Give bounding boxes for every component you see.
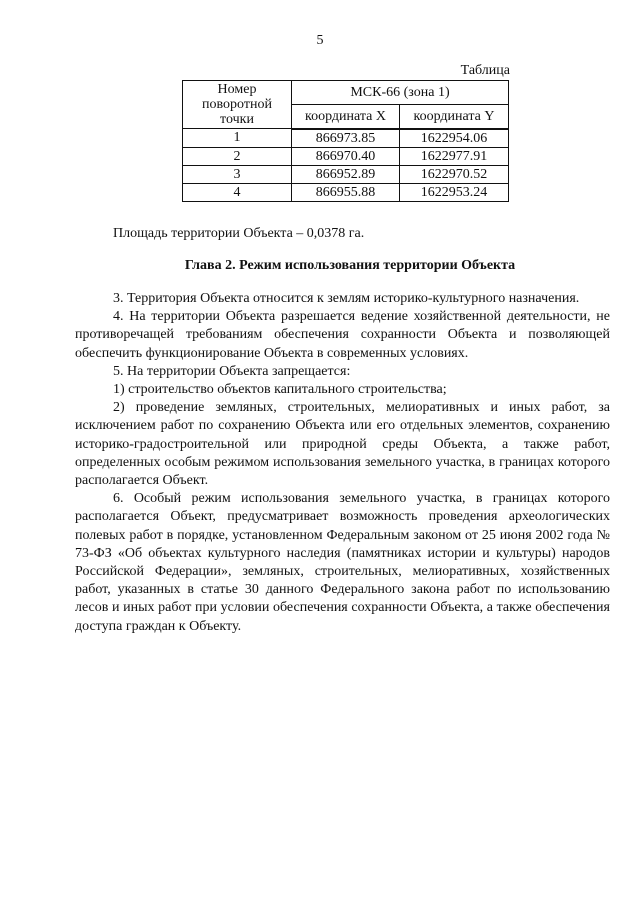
table-row — [183, 129, 509, 148]
area-statement: Площадь территории Объекта – 0,0378 га. — [113, 226, 365, 241]
point-number-cell: 1 — [183, 129, 292, 148]
table-row — [183, 165, 509, 183]
table-row — [183, 183, 509, 201]
page-number: 5 — [316, 33, 324, 48]
chapter-title: Глава 2. Режим использования территории Объекта — [184, 258, 516, 273]
list-item-2: 2) проведение земляных, строительных, мелиоративных и иных работ, за исключением работ по сохранению Объекта или его отдельных элементов, сохранению историко-градостроительной или природной среды Объекта, а также работ, определенных особым режимом использования земельного участка, в границах которого располагается Объект. — [75, 400, 610, 489]
x-coordinate-cell: 866955.88 — [292, 183, 400, 201]
header-coordinate-y: координата Y — [400, 104, 509, 128]
x-coordinate-cell: 866973.85 — [292, 129, 400, 148]
y-coordinate-cell: 1622977.91 — [400, 147, 509, 165]
table-row — [183, 147, 509, 165]
y-coordinate-cell: 1622954.06 — [400, 129, 509, 148]
paragraph-6: 6. Особый режим использования земельного участка, в границах которого располагается Объект, предусматривает возможность проведения археологических полевых работ в порядке, установленном Федеральным законом от 25 июня 2002 года № 73-ФЗ «Об объектах культурного наследия (памятниках истории и культуры) народов Российской Федерации», земляных, строительных, мелиоративных, хозяйственных работ, указанных в статье 30 данного Федерального закона работ по использованию лесов и иных работ при условии обеспечения сохранности Объекта, а также обеспечения доступа граждан к Объекту. — [75, 491, 610, 634]
header-coordinate-system: МСК-66 (зона 1) — [292, 81, 509, 105]
coordinates-table — [182, 80, 509, 202]
point-number-cell: 2 — [183, 147, 292, 165]
point-number-cell: 3 — [183, 165, 292, 183]
table-caption: Таблица — [460, 63, 510, 78]
x-coordinate-cell: 866970.40 — [292, 147, 400, 165]
paragraph-3: 3. Территория Объекта относится к землям историко-культурного назначения. — [113, 291, 580, 306]
list-item-1: 1) строительство объектов капитального строительства; — [113, 382, 447, 398]
paragraph-4: 4. На территории Объекта разрешается ведение хозяйственной деятельности, не противоречащей требованиям обеспечения сохранности Объекта и позволяющей обеспечить функционирование Объекта в современных условиях. — [75, 309, 610, 361]
header-point-number: Номер поворотной точки — [183, 81, 292, 129]
paragraph-5: 5. На территории Объекта запрещается: — [113, 363, 351, 379]
x-coordinate-cell: 866952.89 — [292, 165, 400, 183]
body-text — [75, 290, 610, 636]
point-number-cell: 4 — [183, 183, 292, 201]
y-coordinate-cell: 1622970.52 — [400, 165, 509, 183]
header-coordinate-x: координата X — [292, 104, 400, 128]
y-coordinate-cell: 1622953.24 — [400, 183, 509, 201]
